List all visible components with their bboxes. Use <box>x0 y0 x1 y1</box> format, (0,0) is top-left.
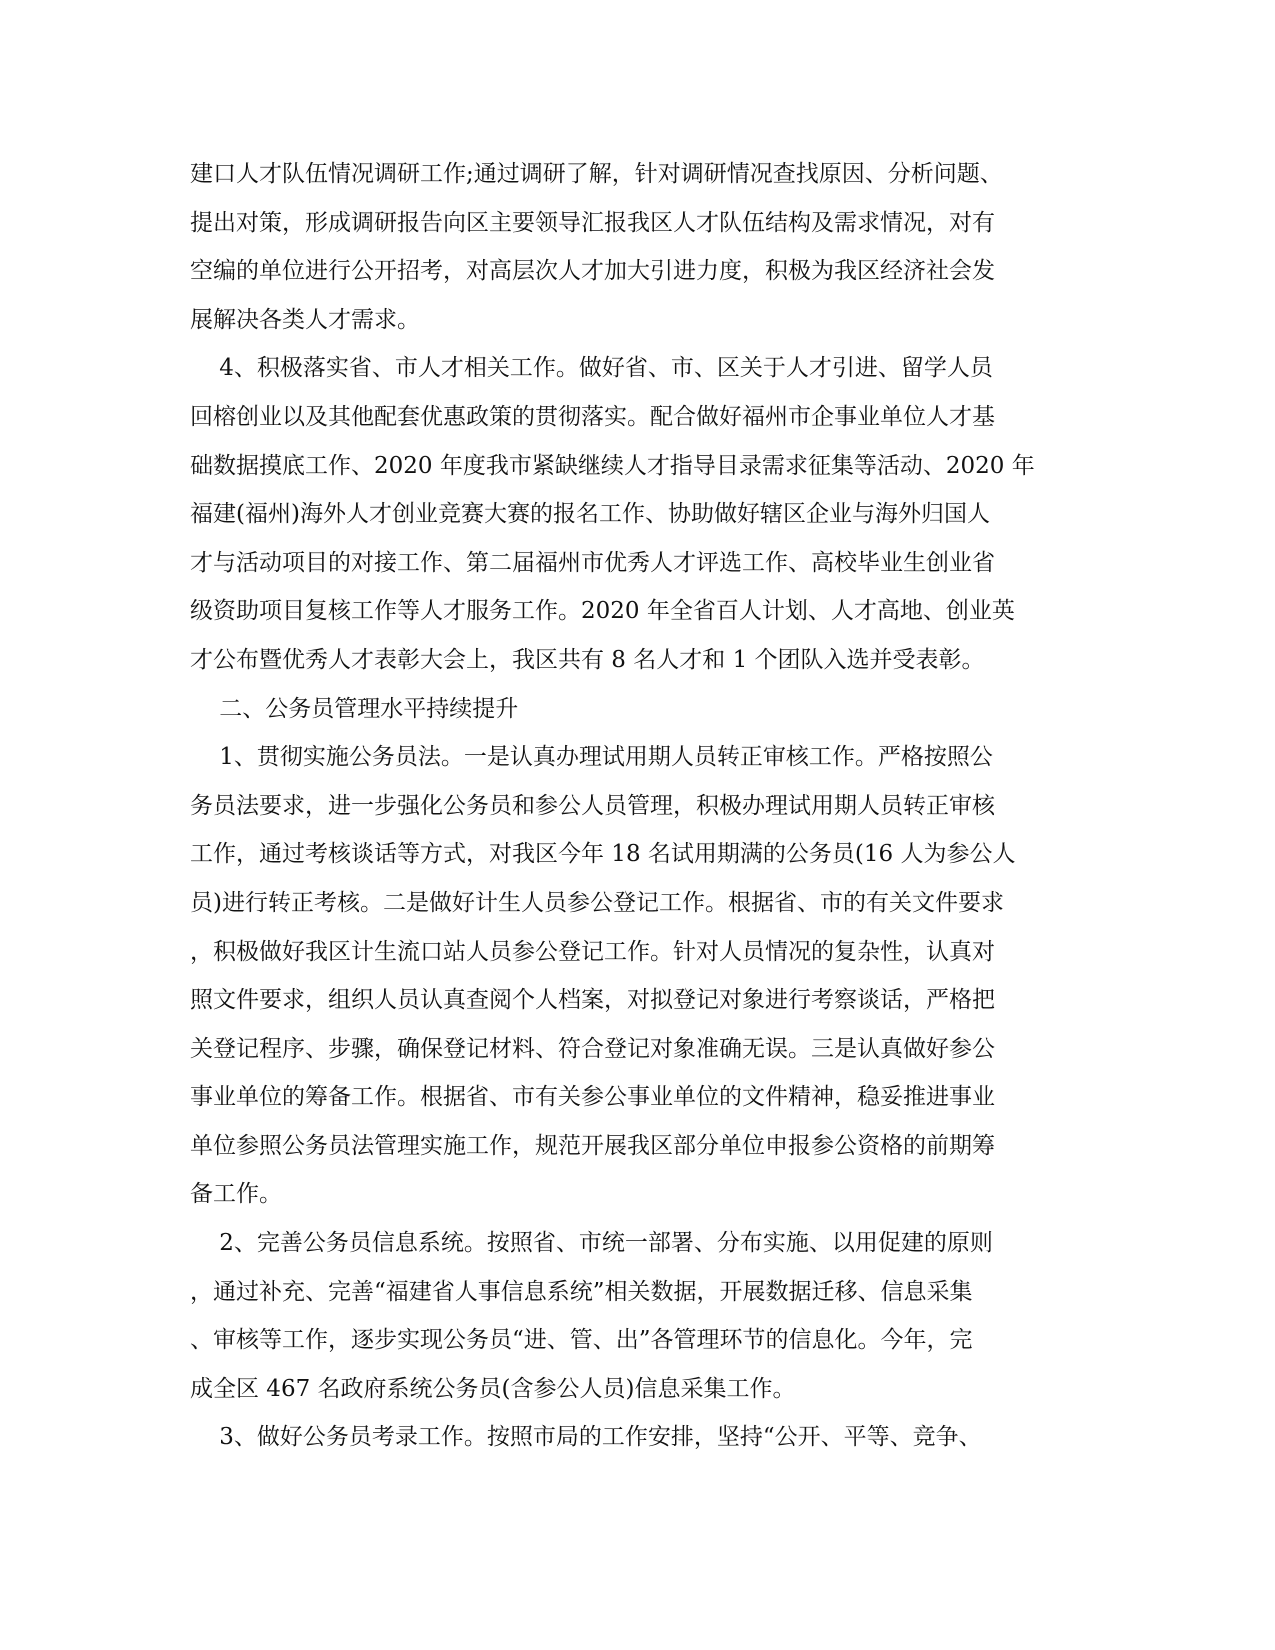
paragraph-talent-survey: 建口人才队伍情况调研工作;通过调研了解，针对调研情况查找原因、分析问题、 提出对策，形成调研报告向区主要领导汇报我区人才队伍结构及需求情况，对有 空编的单位进行公开招考，对高层次人才加大引进力度，积极为我区经济社会发 展解决各类人才需求。 <box>190 161 1003 333</box>
document-body <box>190 150 1090 1462</box>
paragraph-talent-policy: 4、积极落实省、市人才相关工作。做好省、市、区关于人才引进、留学人员 回榕创业以及其他配套优惠政策的贯彻落实。配合做好福州市企事业单位人才基 础数据摸底工作、2020 年度我市紧缺继续人才指导目录需求征集等活动、2020 年 福建(福州)海外人才创业竞赛大赛的报名工作、协助做好辖区企业与海外归国人 才与活动项目的对接工作、第二届福州市优秀人才评选工作、高校毕业生创业省 级资助项目复核工作等人才服务工作。2020 年全省百人计划、人才高地、创业英 才公布暨优秀人才表彰大会上，我区共有 8 名人才和 1 个团队入选并受表彰。 <box>190 355 1035 673</box>
paragraph-info-system: 2、完善公务员信息系统。按照省、市统一部署、分布实施、以用促建的原则 ，通过补充、完善“福建省人事信息系统”相关数据，开展数据迁移、信息采集 、审核等工作，逐步实现公务员“进、管、出”各管理环节的信息化。今年，完 成全区 467 名政府系统公务员(含参公人员)信息采集工作。 <box>190 1230 993 1402</box>
paragraph-recruitment: 3、做好公务员考录工作。按照市局的工作安排，坚持“公开、平等、竞争、 <box>190 1424 982 1451</box>
section-heading-civil-servant: 二、公务员管理水平持续提升 <box>190 695 519 722</box>
paragraph-civil-servant-law: 1、贯彻实施公务员法。一是认真办理试用期人员转正审核工作。严格按照公 务员法要求，进一步强化公务员和参公人员管理，积极办理试用期人员转正审核 工作，通过考核谈话等方式，对我区今年 18 名试用期满的公务员(16 人为参公人 员)进行转正考核。二是做好计生人员参公登记工作。根据省、市的有关文件要求 ，积极做好我区计生流口站人员参公登记工作。针对人员情况的复杂性，认真对 照文件要求，组织人员认真查阅个人档案，对拟登记对象进行考察谈话，严格把 关登记程序、步骤，确保登记材料、符合登记对象准确无误。三是认真做好参公 事业单位的筹备工作。根据省、市有关参公事业单位的文件精神，稳妥推进事业 单位参照公务员法管理实施工作，规范开展我区部分单位申报参公资格的前期筹 备工作。 <box>190 744 1016 1208</box>
